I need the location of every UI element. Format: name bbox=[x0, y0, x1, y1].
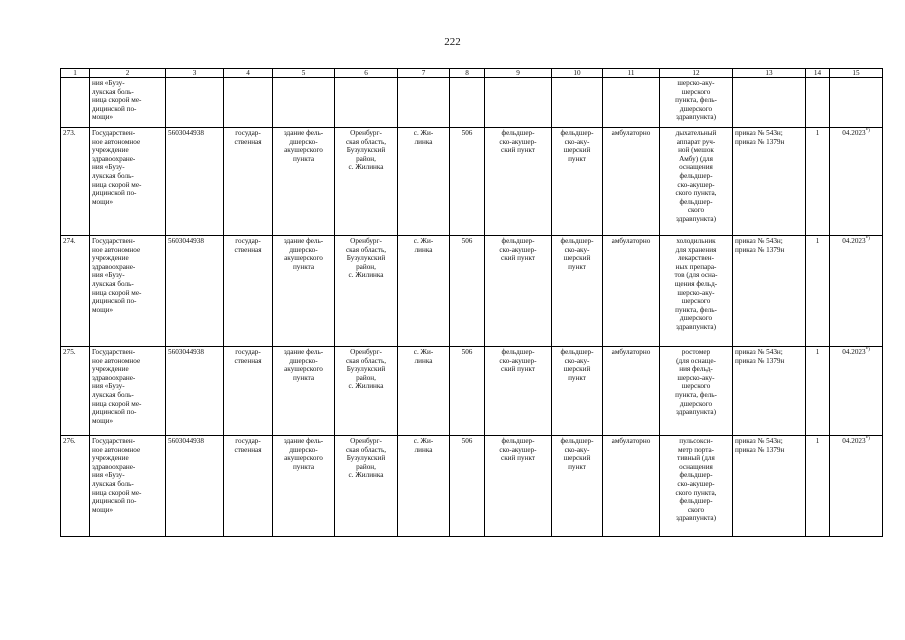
equipment-cell: пульсокси- метр порта- тивный (для оснащения фельдшер- ско-акушер- ского пункта, фельдшер- ского здравпункта) bbox=[660, 436, 733, 537]
address-cell: Оренбург- ская область, Бузулукский район, с. Жилинка bbox=[335, 347, 398, 436]
footnote-mark: *) bbox=[865, 128, 870, 134]
unit-type-cell: фельдшер- ско-аку- шерский пункт bbox=[552, 436, 603, 537]
footnote-mark: *) bbox=[865, 347, 870, 353]
footnote-mark: *) bbox=[865, 236, 870, 242]
org-cell: Государствен- ное автономное учреждение здравоохране- ния «Бузу- лукская боль- ница скорой ме- дицинской по- мощи» bbox=[90, 128, 166, 236]
quantity-cell: 1 bbox=[806, 436, 830, 537]
locality-cell: с. Жи- линка bbox=[398, 436, 450, 537]
care-form-cell: амбулаторно bbox=[603, 236, 660, 347]
column-header: 4 bbox=[224, 69, 273, 78]
code-cell: 506 bbox=[450, 128, 485, 236]
registry-table bbox=[60, 68, 883, 537]
org-cell: Государствен- ное автономное учреждение здравоохране- ния «Бузу- лукская боль- ница скорой ме- дицинской по- мощи» bbox=[90, 347, 166, 436]
address-cell: Оренбург- ская область, Бузулукский район, с. Жилинка bbox=[335, 236, 398, 347]
column-header: 13 bbox=[733, 69, 806, 78]
row-number-cell: 274. bbox=[61, 236, 90, 347]
equipment-cell: ростомер (для оснаще- ния фельд- шерско-аку- шерского пункта, фель- дшерского здравпункта) bbox=[660, 347, 733, 436]
quantity-cell: 1 bbox=[806, 347, 830, 436]
unit-type-cell: фельдшер- ско-аку- шерский пункт bbox=[552, 236, 603, 347]
unit-cell: фельдшер- ско-акушер- ский пункт bbox=[485, 236, 552, 347]
quantity-cell: 1 bbox=[806, 128, 830, 236]
inn-cell: 5603044938 bbox=[166, 436, 224, 537]
date-cell: 04.2023*) bbox=[830, 236, 883, 347]
equipment-cell: дыхательный аппарат руч- ной (мешок Амбу) (для оснащения фельдшер- ско-акушер- ского пункта, фельдшер- ского здравпункта) bbox=[660, 128, 733, 236]
table-row bbox=[61, 128, 883, 236]
date-cell: 04.2023*) bbox=[830, 436, 883, 537]
ownership-cell: государ- ственная bbox=[224, 347, 273, 436]
address-cell: Оренбург- ская область, Бузулукский район, с. Жилинка bbox=[335, 128, 398, 236]
row-number-cell: 276. bbox=[61, 436, 90, 537]
code-cell: 506 bbox=[450, 236, 485, 347]
column-header: 8 bbox=[450, 69, 485, 78]
inn-cell: 5603044938 bbox=[166, 347, 224, 436]
ownership-cell: государ- ственная bbox=[224, 436, 273, 537]
column-header: 14 bbox=[806, 69, 830, 78]
unit-type-cell: фельдшер- ско-аку- шерский пункт bbox=[552, 347, 603, 436]
column-header: 3 bbox=[166, 69, 224, 78]
column-header: 2 bbox=[90, 69, 166, 78]
org-cell: Государствен- ное автономное учреждение здравоохране- ния «Бузу- лукская боль- ница скорой ме- дицинской по- мощи» bbox=[90, 436, 166, 537]
code-cell: 506 bbox=[450, 347, 485, 436]
address-cell: Оренбург- ская область, Бузулукский район, с. Жилинка bbox=[335, 436, 398, 537]
locality-cell: с. Жи- линка bbox=[398, 128, 450, 236]
code-cell: 506 bbox=[450, 436, 485, 537]
column-header: 7 bbox=[398, 69, 450, 78]
building-cell: здание фель- дшерско- акушерского пункта bbox=[273, 236, 335, 347]
column-header: 12 bbox=[660, 69, 733, 78]
care-form-cell: амбулаторно bbox=[603, 347, 660, 436]
ownership-cell: государ- ственная bbox=[224, 128, 273, 236]
inn-cell: 5603044938 bbox=[166, 236, 224, 347]
inn-cell: 5603044938 bbox=[166, 128, 224, 236]
building-cell: здание фель- дшерско- акушерского пункта bbox=[273, 347, 335, 436]
column-header: 11 bbox=[603, 69, 660, 78]
orders-cell: приказ № 543н; приказ № 1379н bbox=[733, 347, 806, 436]
page-number: 222 bbox=[444, 36, 461, 48]
row-number-cell: 275. bbox=[61, 347, 90, 436]
footnote-mark: *) bbox=[865, 436, 870, 442]
column-header: 6 bbox=[335, 69, 398, 78]
row-number-cell: 273. bbox=[61, 128, 90, 236]
building-cell: здание фель- дшерско- акушерского пункта bbox=[273, 436, 335, 537]
orders-cell: приказ № 543н; приказ № 1379н bbox=[733, 436, 806, 537]
equipment-cell: холодильник для хранения лекарствен- ных препара- тов (для осна- щения фельд- шерско-аку- шерского пункта, фель- дшерского здравпункта) bbox=[660, 236, 733, 347]
column-header: 10 bbox=[552, 69, 603, 78]
column-header: 5 bbox=[273, 69, 335, 78]
date-cell: 04.2023*) bbox=[830, 128, 883, 236]
unit-type-cell: фельдшер- ско-аку- шерский пункт bbox=[552, 128, 603, 236]
date-cell: 04.2023*) bbox=[830, 347, 883, 436]
unit-cell: фельдшер- ско-акушер- ский пункт bbox=[485, 436, 552, 537]
building-cell: здание фель- дшерско- акушерского пункта bbox=[273, 128, 335, 236]
care-form-cell: амбулаторно bbox=[603, 128, 660, 236]
ownership-cell: государ- ственная bbox=[224, 236, 273, 347]
org-cell: Государствен- ное автономное учреждение здравоохране- ния «Бузу- лукская боль- ница скорой ме- дицинской по- мощи» bbox=[90, 236, 166, 347]
column-header: 1 bbox=[61, 69, 90, 78]
locality-cell: с. Жи- линка bbox=[398, 236, 450, 347]
column-header: 15 bbox=[830, 69, 883, 78]
continuation-row bbox=[61, 78, 883, 128]
column-header: 9 bbox=[485, 69, 552, 78]
unit-cell: фельдшер- ско-акушер- ский пункт bbox=[485, 128, 552, 236]
orders-cell: приказ № 543н; приказ № 1379н bbox=[733, 236, 806, 347]
quantity-cell: 1 bbox=[806, 236, 830, 347]
org-cell: ния «Бузу- лукская боль- ница скорой ме- дицинской по- мощи» bbox=[90, 78, 166, 128]
orders-cell: приказ № 543н; приказ № 1379н bbox=[733, 128, 806, 236]
table-row bbox=[61, 436, 883, 537]
table-row bbox=[61, 347, 883, 436]
unit-cell: фельдшер- ско-акушер- ский пункт bbox=[485, 347, 552, 436]
table-row bbox=[61, 236, 883, 347]
equipment-cell: шерско-аку- шерского пункта, фель- дшерского здравпункта) bbox=[660, 78, 733, 128]
locality-cell: с. Жи- линка bbox=[398, 347, 450, 436]
column-number-row bbox=[61, 69, 883, 78]
care-form-cell: амбулаторно bbox=[603, 436, 660, 537]
